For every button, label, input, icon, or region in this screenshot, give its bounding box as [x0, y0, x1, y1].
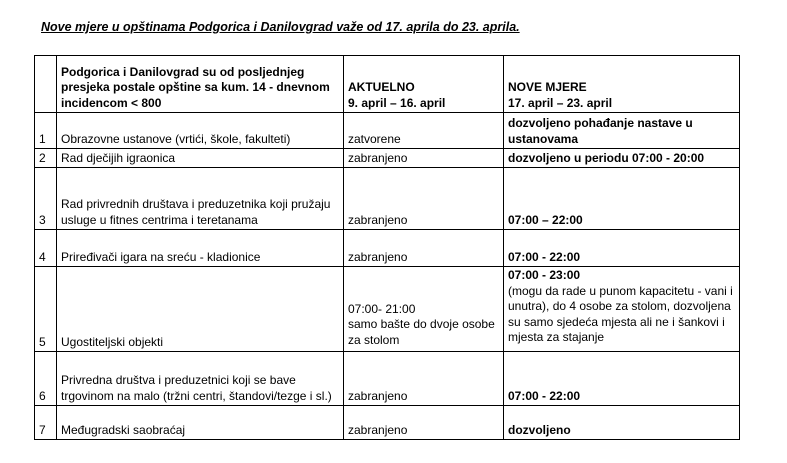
- row-activity: Rad dječijih igraonica: [57, 149, 344, 168]
- row-number: 4: [35, 230, 57, 267]
- header-new-label: NOVE MJERE: [508, 80, 587, 94]
- header-current-period: 9. april – 16. april: [348, 95, 446, 110]
- row-new: dozvoljeno pohađanje nastave u ustanovama: [504, 113, 740, 149]
- row-new: dozvoljeno: [504, 406, 740, 440]
- row-number: 5: [35, 267, 57, 352]
- row-activity: Priređivači igara na sreću - kladionice: [57, 230, 344, 267]
- table-row: [35, 113, 740, 149]
- row-new: 07:00 - 22:00: [504, 230, 740, 267]
- row-number: 2: [35, 149, 57, 168]
- row-activity: Rad privrednih društava i preduzetnika koji pružaju usluge u fitnes centrima i teretanama: [57, 168, 344, 230]
- table-row: [35, 149, 740, 168]
- row-new-hours: 07:00 - 23:00: [508, 268, 581, 282]
- table-row: [35, 267, 740, 352]
- row-current: zabranjeno: [344, 149, 504, 168]
- row-activity: Obrazovne ustanove (vrtići, škole, fakulteti): [57, 113, 344, 149]
- row-current: zabranjeno: [344, 352, 504, 406]
- row-current: zabranjeno: [344, 230, 504, 267]
- row-activity: Međugradski saobraćaj: [57, 406, 344, 440]
- header-new-cell: [504, 56, 740, 113]
- row-current: zabranjeno: [344, 168, 504, 230]
- header-num-cell: [35, 56, 57, 113]
- row-number: 3: [35, 168, 57, 230]
- header-activity-cell: Podgorica i Danilovgrad su od posljednjeg presjeka postale opštine sa kum. 14 - dnevnom incidencom < 800: [57, 56, 344, 113]
- row-current: zabranjeno: [344, 406, 504, 440]
- row-current: zatvorene: [344, 113, 504, 149]
- header-current-cell: [344, 56, 504, 113]
- document-title: Nove mjere u opštinama Podgorica i Danilovgrad važe od 17. aprila do 23. aprila.: [41, 20, 520, 34]
- row-number: 7: [35, 406, 57, 440]
- row-new: [504, 267, 740, 352]
- row-number: 1: [35, 113, 57, 149]
- measures-table: [34, 55, 740, 440]
- row-current: [344, 267, 504, 352]
- table-row: [35, 406, 740, 440]
- table-header-row: [35, 56, 740, 113]
- row-number: 6: [35, 352, 57, 406]
- row-current-hours: 07:00- 21:00: [348, 301, 416, 316]
- row-new: 07:00 - 22:00: [504, 352, 740, 406]
- header-new-period: 17. april – 23. april: [508, 95, 613, 110]
- row-activity: Ugostiteljski objekti: [57, 267, 344, 352]
- header-current-label: AKTUELNO: [348, 80, 415, 94]
- row-activity: Privredna društva i preduzetnici koji se bave trgovinom na malo (tržni centri, štandovi/tezge i sl.): [57, 352, 344, 406]
- row-new: 07:00 – 22:00: [504, 168, 740, 230]
- row-current-note: samo bašte do dvoje osobe za stolom: [348, 317, 495, 347]
- row-new-note: (mogu da rade u punom kapacitetu - vani i unutra), do 4 osobe za stolom, dozvoljena su samo sjedeća mjesta ali ne i šankovi i mjesta za stajanje: [508, 283, 733, 344]
- row-new: dozvoljeno u periodu 07:00 - 20:00: [504, 149, 740, 168]
- table-row: [35, 168, 740, 230]
- table-row: [35, 352, 740, 406]
- table-row: [35, 230, 740, 267]
